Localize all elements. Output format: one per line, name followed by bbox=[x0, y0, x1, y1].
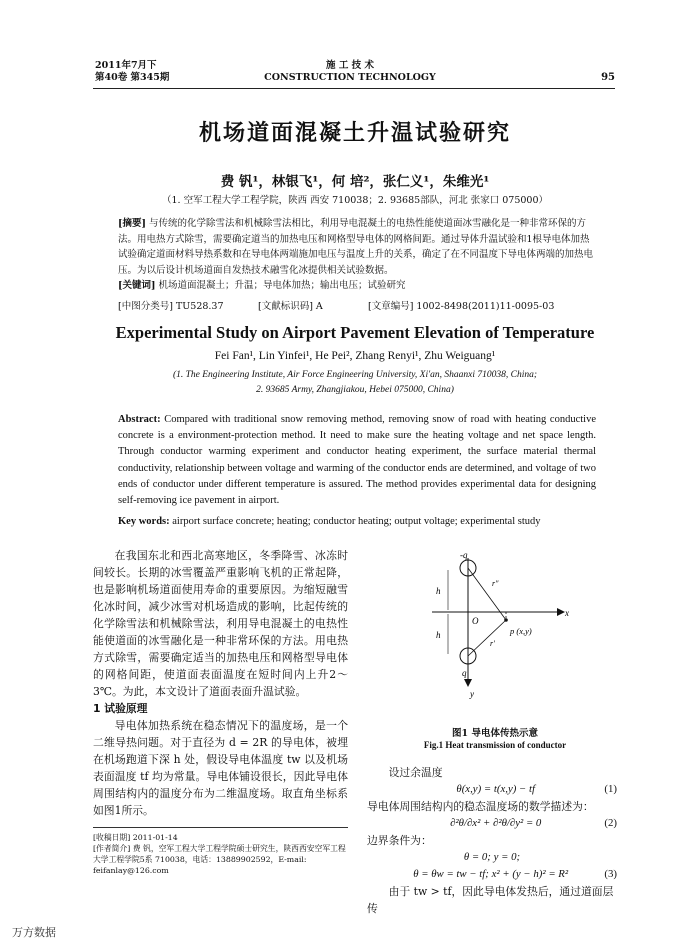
abstract-cn bbox=[118, 216, 596, 294]
figure-1-diagram bbox=[418, 550, 588, 720]
equation-3b bbox=[367, 866, 617, 883]
received-date: [收稿日期] 2011-01-14 bbox=[93, 833, 178, 842]
label-h-bottom: h bbox=[436, 630, 441, 640]
equation-3a-body: θ = 0; y = 0; bbox=[463, 851, 521, 863]
authors-en: Fei Fan¹, Lin Yinfei¹, He Pei², Zhang Renyi¹, Zhu Weiguang¹ bbox=[214, 350, 496, 362]
label-x: x bbox=[565, 608, 569, 618]
equation-1 bbox=[367, 781, 617, 798]
point-p-marker bbox=[504, 618, 508, 622]
intro-paragraph: 在我国东北和西北高寒地区，冬季降雪、冰冻时间较长。长期的冰雪覆盖严重影响飞机的正常起降，也是影响机场道面使用寿命的重要原因。为缩短融雪化冰时间，减少冰雪对机场造成的影响，比起传统的化学除雪法和机械除雪法，利用导电混凝土的电热性能使道面的冰雪融化是一种非常环保的方法。用电热方式除雪，需要确定适当的加热电压和网格型导电体的网格间距，使道面表面温度在短时间内上升2～3℃。为此，本文设计了道面表面升温试验。 bbox=[93, 549, 348, 698]
issue-date: 2011年7月下 bbox=[95, 60, 157, 71]
equation-1-body: θ(x,y) = t(x,y) − tf bbox=[456, 783, 536, 795]
body-right-column bbox=[367, 764, 617, 917]
equation-3b-body: θ = θw = tw − tf; x² + (y − h)² = R² bbox=[413, 868, 569, 880]
label-point-p: p (x,y) bbox=[510, 626, 532, 636]
abstract-label-cn: [摘要] bbox=[118, 218, 146, 229]
article-title-en: Experimental Study on Airport Pavement Elevation of Temperature bbox=[115, 323, 595, 342]
abstract-text-cn: 与传统的化学除雪法和机械除雪法相比，利用导电混凝土的电热性能使道面冰雪融化是一种非常环保的方法。用电热方式除雪，需要确定道当的加热电压和网格型导电体的网格间距。通过导体升温试验和1根导电体加热试验确定道面材料导热系数和在导电体两端施加电压与温度上升的关系，确定了在不同温度下导电体两端的加热电压。为以后设计机场道面自发热技术融雪化冰提供相关试验数据。 bbox=[118, 218, 594, 276]
watermark: 万方数据 bbox=[12, 926, 56, 939]
footnote-rule bbox=[93, 827, 348, 828]
journal-name-en: CONSTRUCTION TECHNOLOGY bbox=[264, 72, 436, 83]
equation-1-number: (1) bbox=[604, 783, 617, 795]
keywords-label-en: Key words: bbox=[118, 516, 170, 527]
affiliation-cn: （1. 空军工程大学工程学院，陕西 西安 710038；2. 93685部队，河北 张家口 075000） bbox=[162, 195, 548, 206]
article-title-cn: 机场道面混凝土升温试验研究 bbox=[198, 120, 511, 146]
label-origin: O bbox=[472, 616, 479, 626]
y-axis-arrow bbox=[464, 679, 472, 687]
abstract-text-en: Compared with traditional snow removing method, removing snow of road with heating conductive concrete is a environment-protection method. It need to make sure the heating voltage and net space length. Through conductor warming experiment and conductor heating experiment, the surface material thermal conductivity, relationship between voltage and warming of the conductor ends are determined, and voltage of two ends of conductor under different temperature is assured. The method provides experimental data for designing self-removing ice pavement in airport. bbox=[118, 414, 596, 507]
label-q: q bbox=[462, 668, 467, 678]
x-axis-arrow bbox=[557, 608, 565, 616]
authors-cn: 费 钒¹，林银飞¹，何 培²，张仁义¹，朱维光¹ bbox=[220, 174, 490, 190]
keywords-en: airport surface concrete; heating; conductor heating; output voltage; experimental study bbox=[172, 516, 541, 527]
header-rule bbox=[93, 88, 615, 89]
continuation-text: 由于 tw > tf，因此导电体发热后，通过道面层传 bbox=[367, 885, 614, 915]
journal-name-cn: 施 工 技 术 bbox=[326, 60, 374, 71]
affiliation-en-line: (1. The Engineering Institute, Air Force Engineering University, Xi'an, Shaanxi 710038, China; bbox=[172, 370, 538, 380]
volume-issue: 第40卷 第345期 bbox=[95, 72, 170, 83]
section-heading-1: 1 试验原理 bbox=[93, 702, 148, 715]
author-bio: [作者简介] 费 钒，空军工程大学工程学院硕士研究生，陕西西安空军工程大学工程学院5系 710038，电话：13889902592，E-mail: feifanlay@126.com bbox=[93, 844, 346, 875]
abstract-en bbox=[118, 412, 596, 509]
affiliation-en-line: 2. 93685 Army, Zhangjiakou, Hebei 075000, China) bbox=[256, 385, 454, 395]
label-neg-q: -q bbox=[460, 550, 468, 560]
body-left-column bbox=[93, 547, 348, 819]
principle-paragraph: 导电体加热系统在稳态情况下的温度场，是一个二维导热问题。对于直径为 d = 2R 的导电体，被埋在机场跑道下深 h 处，假设导电体温度 tw 以及机场表面温度 tf 均为常量。导电体铺设很长，因此导电体周围结构内的温度分布为二维温度场。取直角坐标系如图1所示。 bbox=[93, 719, 348, 817]
keywords-cn: 机场道面混凝土；升温；导电体加热；输出电压；试验研究 bbox=[158, 280, 406, 291]
affiliation-en bbox=[95, 368, 615, 398]
label-r-prime: r′ bbox=[490, 639, 495, 648]
label-r-dprime: r″ bbox=[492, 579, 499, 588]
equation-3a bbox=[367, 849, 617, 866]
page-number: 95 bbox=[601, 72, 615, 83]
clc-number: [中图分类号] TU528.37 bbox=[118, 301, 224, 312]
field-description: 导电体周围结构内的稳态温度场的数学描述为： bbox=[367, 800, 594, 813]
doc-code: [文献标识码] A bbox=[258, 301, 323, 312]
abstract-label-en: Abstract: bbox=[118, 414, 161, 425]
equation-2-body: ∂²θ/∂x² + ∂²θ/∂y² = 0 bbox=[450, 817, 542, 829]
keywords-label-cn: [关键词] bbox=[118, 280, 156, 291]
article-number: [文章编号] 1002-8498(2011)11-0095-03 bbox=[368, 301, 555, 312]
running-header-left bbox=[95, 60, 169, 84]
label-h-top: h bbox=[436, 586, 441, 596]
equation-3-number: (3) bbox=[604, 868, 617, 880]
equation-2 bbox=[367, 815, 617, 832]
label-y: y bbox=[470, 689, 474, 699]
excess-temp-intro: 设过余温度 bbox=[388, 766, 443, 779]
classification-line bbox=[118, 298, 596, 312]
keywords-en-line bbox=[118, 516, 596, 527]
equation-2-number: (2) bbox=[604, 817, 617, 829]
figure-caption-cn: 图1 导电体传热示意 bbox=[452, 728, 538, 739]
figure-caption-en: Fig.1 Heat transmission of conductor bbox=[423, 740, 567, 750]
boundary-intro: 边界条件为： bbox=[367, 834, 432, 847]
journal-name bbox=[250, 60, 450, 84]
footnote bbox=[93, 832, 348, 876]
